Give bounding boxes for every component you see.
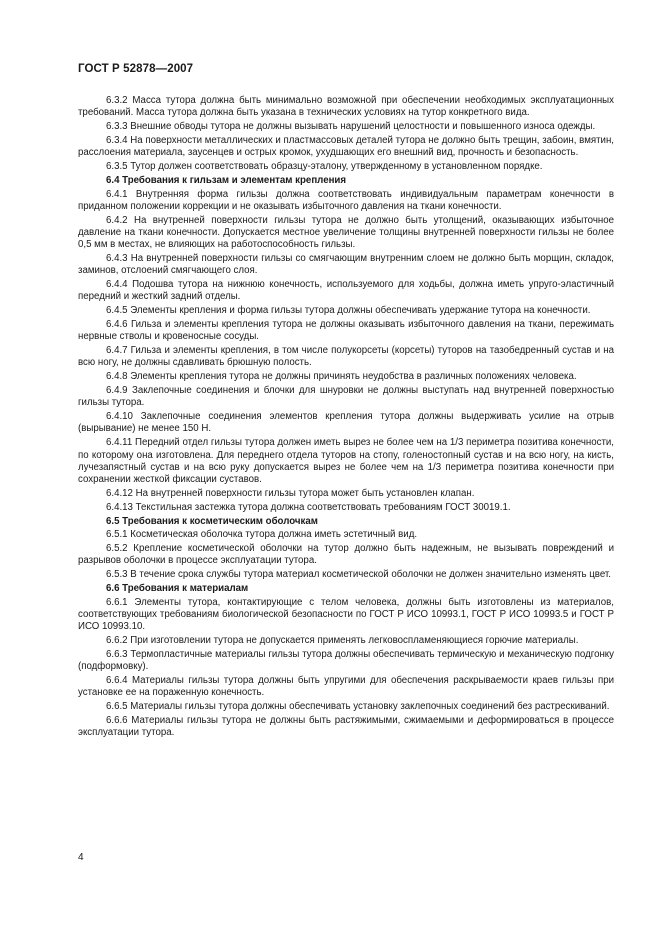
paragraph: 6.4.4 Подошва тутора на нижнюю конечность, используемого для ходьбы, должна иметь упруго-эластичный передний и жесткий задний отделы. <box>78 279 614 303</box>
section-heading: 6.6 Требования к материалам <box>106 582 249 594</box>
paragraph: 6.3.2 Масса тутора должна быть минимально возможной при обеспечении необходимых эксплуатационных требований. Масса тутора должна быть указана в технических условиях на тутор конкретного вида. <box>78 95 614 119</box>
paragraph: 6.4.5 Элементы крепления и форма гильзы тутора должны обеспечивать удержание тутора на конечности. <box>106 305 591 317</box>
standard-header: ГОСТ Р 52878—2007 <box>78 63 194 75</box>
paragraph: 6.4.10 Заклепочные соединения элементов крепления тутора должны выдерживать усилие на отрыв (вырывание) не менее 150 Н. <box>78 411 614 435</box>
paragraph: 6.3.3 Внешние обводы тутора не должны вызывать нарушений целостности и повышенного износа одежды. <box>106 121 596 133</box>
paragraph: 6.4.11 Передний отдел гильзы тутора должен иметь вырез не более чем на 1/3 периметра позитива конечности, по которому она изготовлена. Для переднего отдела туторов на стопу, голеностопный сустав и на всю ногу, на кисть, лучезапястный сустав и на всю руку допускается вырез не более чем на 1/3 периметра позитива конечности при сохранении жесткой фиксации суставов. <box>78 437 614 486</box>
paragraph: 6.3.4 На поверхности металлических и пластмассовых деталей тутора не должно быть трещин, забоин, вмятин, расслоения материала, заусенцев и острых кромок, ухудшающих его внешний вид, прочность и безопасность. <box>78 134 614 159</box>
paragraph: 6.4.12 На внутренней поверхности гильзы тутора может быть установлен клапан. <box>106 487 475 499</box>
paragraph: 6.4.2 На внутренней поверхности гильзы тутора не должно быть утолщений, оказывающих избыточное давление на ткани конечности. Допускается местное увеличение толщины внутренней поверхности гильзы не более 0,5 мм в местах, не влияющих на работоспособность гильзы. <box>78 214 614 251</box>
page-number: 4 <box>78 852 84 863</box>
paragraph: 6.5.3 В течение срока службы тутора материал косметической оболочки не должен значительно изменять цвет. <box>106 569 611 581</box>
paragraph: 6.6.1 Элементы тутора, контактирующие с телом человека, должны быть изготовлены из материалов, соответствующих требованиям биологической безопасности по ГОСТ Р ИСО 10993.1, ГОСТ Р ИСО 10993.5 и ГОСТ Р ИСО 10993.10. <box>78 596 614 633</box>
paragraph: 6.6.4 Материалы гильзы тутора должны быть упругими для обеспечения раскрываемости краев гильзы при установке ее на пораженную конечность. <box>78 675 614 699</box>
paragraph: 6.4.13 Текстильная застежка тутора должна соответствовать требованиям ГОСТ 30019.1. <box>106 501 511 513</box>
paragraph: 6.4.6 Гильза и элементы крепления тутора не должны оказывать избыточного давления на ткани, пережимать нервные стволы и кровеносные сосуды. <box>78 319 614 343</box>
paragraph: 6.4.8 Элементы крепления тутора не должны причинять неудобства в различных положениях человека. <box>106 371 577 383</box>
paragraph: 6.4.7 Гильза и элементы крепления, в том числе полукорсеты (корсеты) туторов на тазобедренный сустав и на всю ногу, не должны сдавливать брюшную полость. <box>78 345 614 369</box>
paragraph: 6.6.5 Материалы гильзы тутора должны обеспечивать установку заклепочных соединений без растрескиваний. <box>106 701 610 713</box>
paragraph: 6.3.5 Тутор должен соответствовать образцу-эталону, утвержденному в установленном порядке. <box>106 160 543 172</box>
paragraph: 6.4.3 На внутренней поверхности гильзы со смягчающим внутренним слоем не должно быть морщин, складок, заминов, отслоений смягчающего слоя. <box>78 253 614 277</box>
paragraph: 6.4.1 Внутренняя форма гильзы должна соответствовать индивидуальным параметрам конечности в приданном положении коррекции и не оказывать избыточного давления на ткани конечности. <box>78 188 614 212</box>
section-heading: 6.5 Требования к косметическим оболочкам <box>106 515 318 527</box>
section-heading: 6.4 Требования к гильзам и элементам крепления <box>106 174 347 186</box>
paragraph: 6.5.1 Косметическая оболочка тутора должна иметь эстетичный вид. <box>106 529 418 541</box>
paragraph: 6.6.6 Материалы гильзы тутора не должны быть растяжимыми, сжимаемыми и деформироваться в процессе эксплуатации тутора. <box>78 714 614 739</box>
paragraph: 6.6.3 Термопластичные материалы гильзы тутора должны обеспечивать термическую и механическую подгонку (подформовку). <box>78 648 614 673</box>
paragraph: 6.4.9 Заклепочные соединения и блочки для шнуровки не должны выступать над внутренней поверхностью гильзы тутора. <box>78 385 614 409</box>
document-body <box>78 95 614 741</box>
paragraph: 6.5.2 Крепление косметической оболочки на тутор должно быть надежным, не вызывать повреждений и разрывов оболочки в процессе эксплуатации тутора. <box>78 543 614 567</box>
paragraph: 6.6.2 При изготовлении тутора не допускается применять легковоспламеняющиеся горючие материалы. <box>106 635 579 647</box>
